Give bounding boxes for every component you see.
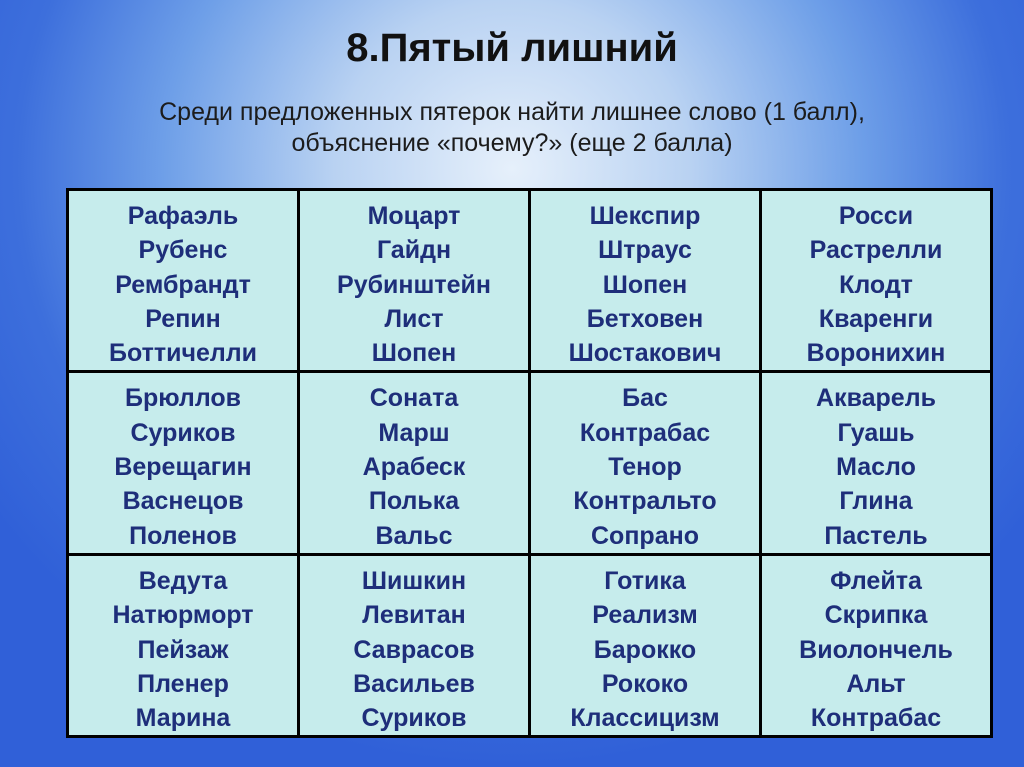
word-item: Шостакович [568,339,722,368]
word-group-cell [68,190,299,372]
word-item: Контральто [573,487,717,516]
word-item: Альт [846,669,906,698]
word-item: Моцарт [367,202,461,230]
word-item: Боттичелли [108,339,258,368]
word-group-cell [761,554,992,736]
word-group-cell [530,372,761,554]
word-item: Верещагин [114,453,252,482]
word-group-cell [761,190,992,372]
word-item: Полька [368,487,460,516]
word-item: Саврасов [353,635,475,664]
subtitle-line: Среди предложенных пятерок найти лишнее слово (1 балл), [159,98,865,126]
word-group-cell [530,190,761,372]
word-item: Брюллов [124,384,242,413]
word-item: Виолончель [799,635,953,664]
word-item: Пленер [137,669,229,698]
word-item: Арабеск [362,453,466,482]
word-item: Левитан [362,601,466,630]
word-item: Клодт [839,270,913,299]
word-item: Контрабас [579,418,711,447]
word-item: Васнецов [122,487,244,516]
word-item: Кваренги [818,304,934,333]
word-item: Шопен [602,270,688,299]
word-item: Рембрандт [115,270,251,299]
word-groups-table [66,188,993,738]
word-item: Шекспир [589,202,701,230]
word-item: Натюрморт [112,601,254,630]
word-item: Гайдн [376,236,452,265]
word-item: Растрелли [809,236,943,265]
word-item: Васильев [353,669,475,698]
word-item: Вальс [375,521,453,550]
word-group-cell [299,554,530,736]
word-item: Гуашь [837,418,915,447]
word-item: Пастель [824,521,928,550]
word-item: Репин [145,304,221,333]
word-item: Рококо [601,669,689,698]
slide-subtitle [0,97,1024,159]
word-item: Глина [839,487,913,516]
word-item: Пейзаж [137,635,229,664]
table-row [68,190,992,372]
slide-title: 8.Пятый лишний [346,26,678,70]
word-group-cell [299,372,530,554]
word-group-cell [68,372,299,554]
word-item: Шишкин [361,566,467,595]
word-item: Воронихин [806,339,946,368]
table-row [68,372,992,554]
word-item: Рубенс [138,236,228,265]
word-item: Рубинштейн [337,270,491,299]
word-item: Сопрано [591,521,699,550]
word-item: Тенор [608,453,682,482]
word-item: Марина [135,704,231,733]
word-item: Штраус [598,236,692,265]
word-group-cell [761,372,992,554]
word-item: Классицизм [570,704,720,733]
word-item: Акварель [816,384,936,413]
subtitle-line: объяснение «почему?» (еще 2 балла) [291,129,733,157]
word-group-cell [68,554,299,736]
word-item: Контрабас [810,704,942,733]
word-item: Скрипка [824,601,928,630]
word-item: Росси [838,202,914,230]
word-item: Соната [369,384,459,413]
word-group-cell [299,190,530,372]
word-item: Барокко [593,635,697,664]
word-item: Шопен [371,339,457,368]
word-item: Ведута [138,566,228,595]
table-row [68,554,992,736]
word-item: Бетховен [586,304,704,333]
word-item: Флейта [830,566,922,595]
word-group-cell [530,554,761,736]
word-item: Реализм [592,601,698,630]
word-item: Масло [836,453,916,482]
word-item: Марш [378,418,450,447]
word-item: Лист [384,304,444,333]
word-item: Суриков [130,418,236,447]
word-item: Суриков [361,704,467,733]
word-item: Бас [622,384,668,413]
word-item: Готика [604,566,686,595]
word-item: Поленов [129,521,237,550]
word-item: Рафаэль [127,202,239,230]
